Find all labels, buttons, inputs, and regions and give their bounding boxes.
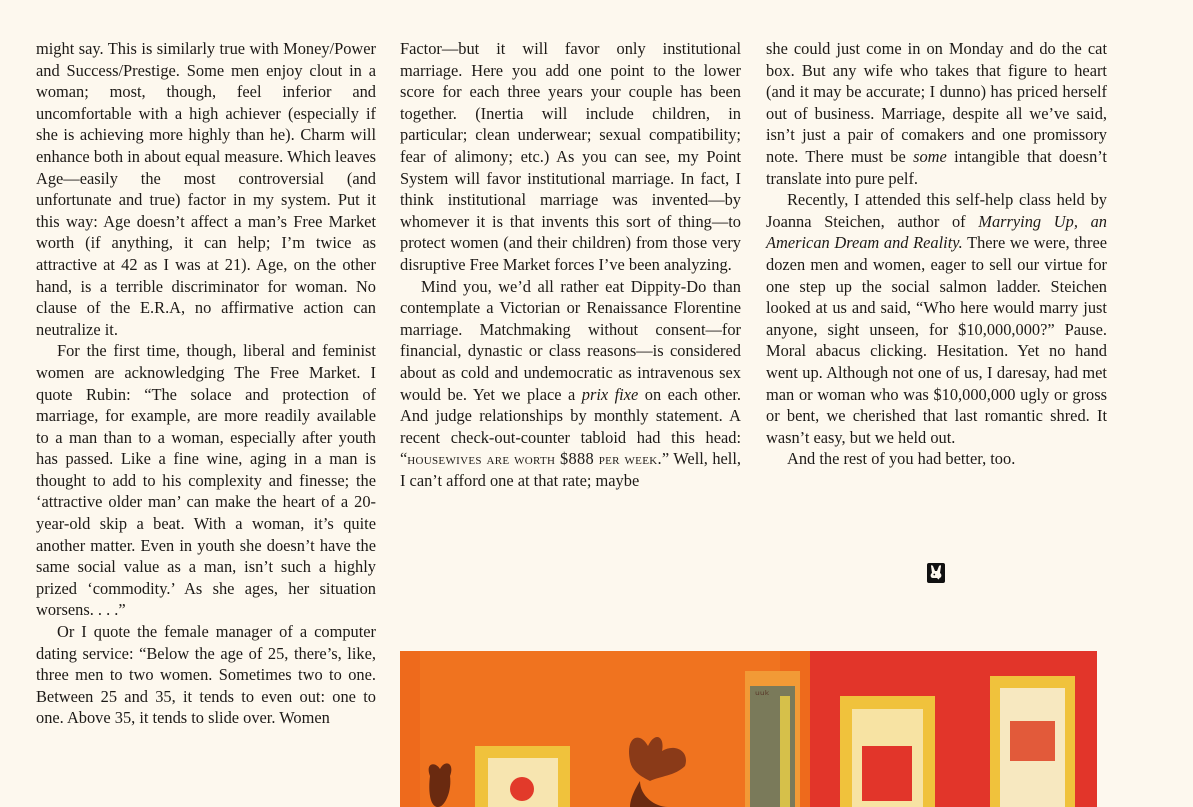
paragraph: And the rest of you had better, too.	[787, 449, 1016, 469]
column-1	[36, 38, 376, 729]
book-title: Marrying Up, an American Dream and Reality.	[766, 211, 1107, 253]
paragraph: she could just come in on Monday and do the cat box. But any wife who takes that figure to heart (and it may be accurate; I dunno) has priced herself out of business. Marriage, despite all we’ve said, isn’t just a pair of comakers and one promissory note. There must be some intangible that doesn’t translate into pure pelf.	[766, 39, 1107, 188]
paragraph: Mind you, we’d all rather eat Dippity-Do than contemplate a Victorian or Renaissance Florentine marriage. Matchmaking without consent—for financial, dynastic or class reasons—is considered about as cold and undemocratic as intravenous sex would be. Yet we place a prix fixe on each other. And judge relationships by monthly statement. A recent check-out-counter tabloid had this head: “housewives are worth $888 per week.” Well, hell, I can’t afford one at that rate; maybe	[400, 276, 741, 490]
svg-text:ᵘᵘᵏ: ᵘᵘᵏ	[755, 688, 770, 702]
column-3	[766, 38, 1107, 470]
emphasis-prix-fixe: prix fixe	[581, 384, 639, 404]
paragraph: Recently, I attended this self-help class held by Joanna Steichen, author of Marrying Up, an American Dream and Reality. There we were, three dozen men and women, eager to sell our virtue for one step up the social salmon ladder. Steichen looked at us and said, “Who here would marry just anyone, sight unseen, for $10,000,000?” Pause. Moral abacus clicking. Hesitation. Yet no hand went up. Although not one of us, I daresay, had met man or woman who was $10,000,000 ugly or gross or bent, we cherished that last romantic shred. It wasn’t easy, but we held out.	[766, 190, 1107, 447]
paragraph: Factor—but it will favor only institutional marriage. Here you add one point to the lower score for each three years your couple has been together. (Inertia will include children, in particular; clean underwear; sexual compatibility; fear of alimony; etc.) As you can see, my Point System will favor institutional marriage. In fact, I think institutional marriage was invented—by whomever it is that invents this sort of thing—to protect women (and their children) from those very disruptive Free Market forces I’ve been analyzing.	[400, 39, 741, 274]
tabloid-headline: housewives are worth $888 per week.	[407, 449, 662, 469]
emphasis-some: some	[913, 146, 947, 166]
rabbit-head-icon	[927, 563, 945, 583]
paragraph: For the first time, though, liberal and feminist women are acknowledging The Free Market. I quote Rubin: “The solace and protection of marriage, for example, are more readily available to a man than to a woman, especially after youth has passed. Like a fine wine, aging in a man is thought to add to his complexity and finesse; the ‘attractive older man’ can make the heart of a 20-year-old skip a beat. With a woman, it’s quite another matter. Even in youth she doesn’t have the same social value as a man, isn’t such a highly prized ‘commodity.’ As she ages, her situation worsens. . . .”	[36, 341, 376, 620]
column-2	[400, 38, 741, 491]
paragraph: Or I quote the female manager of a computer dating service: “Below the age of 25, there’s, like, three men to two women. Sometimes two to one. Between 25 and 35, it tends to even out: one to one. Above 35, it tends to slide over. Women	[36, 622, 376, 728]
paragraph: might say. This is similarly true with Money/Power and Success/Prestige. Some men enjoy clout in a woman; most, though, feel inferior and uncomfortable with a high achiever (especially if she is achieving more highly than he). Charm will enhance both in about equal measure. Which leaves Age—easily the most controversial (and unfortunate and true) factor in my system. Put it this way: Age doesn’t affect a man’s Free Market worth (if anything, it can help; I’m twice as attractive at 42 as I was at 21). Age, on the other hand, is a terrible discriminator for woman. No clause of the E.R.A, no affirmative action can neutralize it.	[36, 39, 376, 339]
illustration-trophy-wall	[400, 651, 1097, 807]
